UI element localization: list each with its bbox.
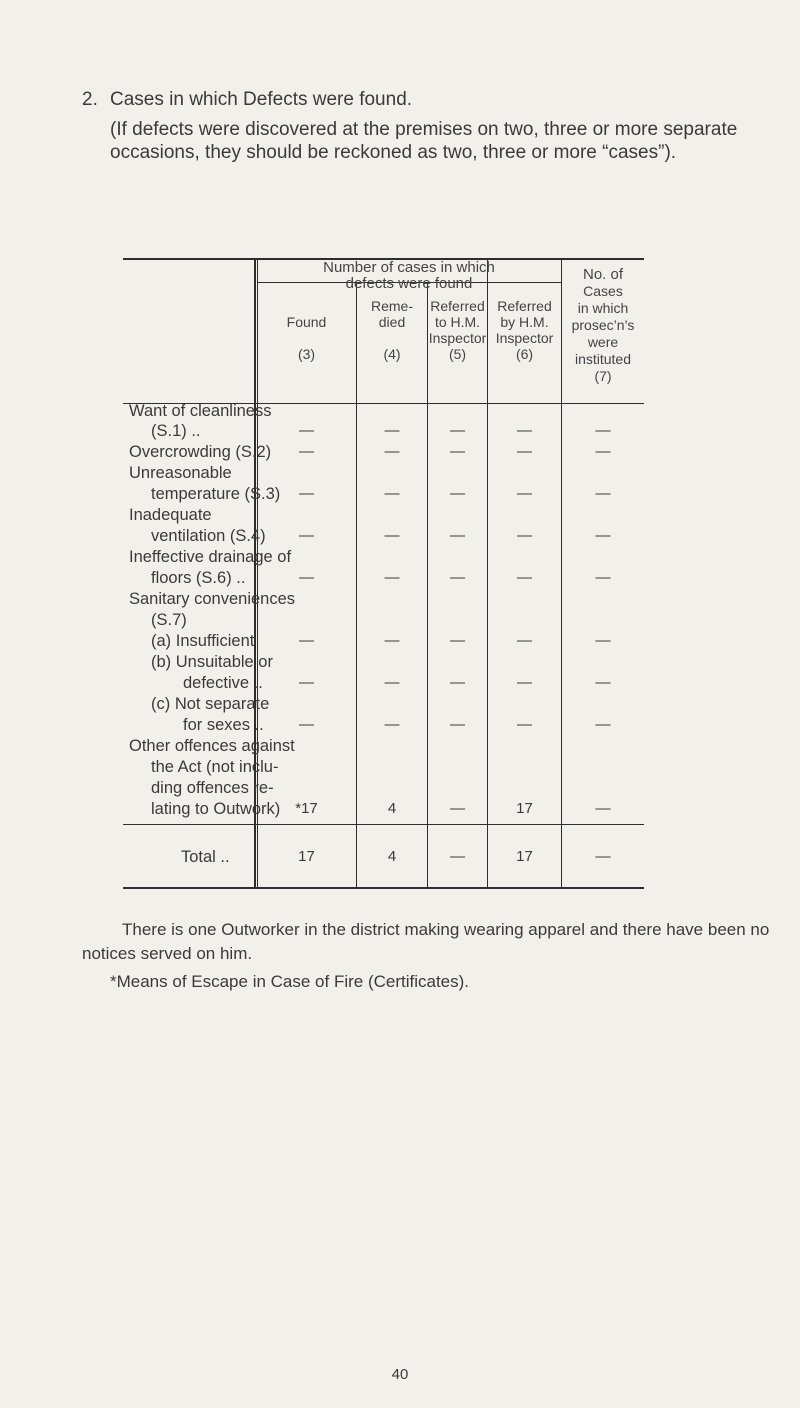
row-label-line: Other offences against xyxy=(129,737,295,755)
col6-header xyxy=(488,298,561,362)
col7-header-line: in which xyxy=(577,300,629,316)
table-cell: — xyxy=(517,632,532,649)
row-label-line: (a) Insufficient xyxy=(151,632,255,650)
col7-header-line: No. of xyxy=(582,266,624,283)
row-label-line: temperature (S.3) xyxy=(151,485,281,503)
table-cell: — xyxy=(299,674,314,691)
total-cell: — xyxy=(595,848,611,865)
table-cell: — xyxy=(517,422,532,439)
table-cell: — xyxy=(517,443,532,460)
col7-header-line: instituted xyxy=(574,351,632,367)
section-note: (If defects were discovered at the premises on two, three or more separate occasions, they should be reckoned as two, three or more “cases”). xyxy=(110,119,738,163)
col5-header-line: Inspector xyxy=(428,330,487,346)
col6-header-line: Inspector xyxy=(495,330,554,346)
col3-header xyxy=(257,314,356,362)
table-cell: — xyxy=(450,422,465,439)
row-label-line: (S.1) .. xyxy=(151,422,201,440)
table-cell: — xyxy=(595,527,611,544)
table-cell: — xyxy=(299,443,314,460)
row-label-line: Inadequate xyxy=(129,506,212,524)
col4-header-line: Reme- xyxy=(370,298,413,314)
table-cell: — xyxy=(517,716,532,733)
total-cell: 17 xyxy=(516,848,533,865)
row-label-line: Want of cleanliness xyxy=(129,402,272,420)
col7-header-line: were xyxy=(587,334,619,350)
table-cell: — xyxy=(595,716,611,733)
col5-header xyxy=(428,298,487,362)
total-cell: 4 xyxy=(387,848,397,865)
col6-header-line: (6) xyxy=(515,346,534,362)
table-cell: — xyxy=(595,485,611,502)
table-cell: — xyxy=(450,485,465,502)
table-cell: — xyxy=(299,422,314,439)
total-rule xyxy=(123,824,644,825)
table-cell: — xyxy=(595,632,611,649)
section-number: 2. xyxy=(82,89,98,110)
col4-header-line xyxy=(357,330,427,346)
row-label-line: ventilation (S.4) xyxy=(151,527,266,545)
row-label-line: the Act (not inclu- xyxy=(151,758,279,776)
col3-header-line: Found xyxy=(286,314,327,330)
table-cell: — xyxy=(517,485,532,502)
table-cell: — xyxy=(450,632,465,649)
row-label-line: (c) Not separate xyxy=(151,695,270,713)
row-label-line: ding offences re- xyxy=(151,779,274,797)
table-cell: — xyxy=(384,485,400,502)
row-label-line: Unreasonable xyxy=(129,464,232,482)
table-cell: — xyxy=(384,632,400,649)
table-cell: — xyxy=(384,716,400,733)
col7-header-line: (7) xyxy=(594,368,612,384)
row-label-line: Overcrowding (S.2) xyxy=(129,443,272,461)
table-cell: — xyxy=(299,527,314,544)
page-number: 40 xyxy=(391,1366,409,1383)
table-cell: — xyxy=(517,569,532,586)
table-cell: — xyxy=(450,800,465,817)
table-cell: — xyxy=(595,674,611,691)
col7-header-line: prosec’n’s xyxy=(571,317,635,333)
footnote-outworker: There is one Outworker in the district making wearing apparel and there have been no notices served on him. xyxy=(82,920,770,963)
table-cell: — xyxy=(299,716,314,733)
row-label-line: for sexes .. xyxy=(183,716,264,734)
table-cell: — xyxy=(299,632,314,649)
table-cell: — xyxy=(450,569,465,586)
table-cell: — xyxy=(595,443,611,460)
table-cell: — xyxy=(384,443,400,460)
total-label: Total .. xyxy=(181,848,230,866)
col5-header-line: (5) xyxy=(448,346,467,362)
table-cell: — xyxy=(595,422,611,439)
col5-header-line: Referred xyxy=(430,298,485,314)
table-cell: — xyxy=(384,674,400,691)
table-cell: 4 xyxy=(387,800,397,817)
table-cell: — xyxy=(450,674,465,691)
group-header-text: Number of cases in which defects were found xyxy=(323,259,495,292)
table-cell: — xyxy=(517,674,532,691)
defects-table xyxy=(123,258,644,889)
section-title: Cases in which Defects were found. xyxy=(110,89,413,110)
col6-header-line: Referred xyxy=(497,298,552,314)
total-cell: — xyxy=(450,848,465,865)
col3-header-line xyxy=(257,330,356,346)
row-label-line: Ineffective drainage of xyxy=(129,548,292,566)
table-cell: — xyxy=(595,569,611,586)
col7-header-line: Cases xyxy=(583,283,623,299)
table-cell: — xyxy=(450,527,465,544)
row-label-line: floors (S.6) .. xyxy=(151,569,246,587)
table-cell: — xyxy=(595,800,611,817)
col4-header-line: died xyxy=(378,314,406,330)
table-cell: — xyxy=(450,716,465,733)
col6-header-line: by H.M. xyxy=(500,314,549,330)
table-cell: — xyxy=(450,443,465,460)
col7-header xyxy=(563,266,643,385)
row-label-line: (S.7) xyxy=(151,611,187,629)
table-cell: *17 xyxy=(295,800,318,817)
footnote-means-of-escape: *Means of Escape in Case of Fire (Certificates). xyxy=(110,972,470,991)
col3-header-line: (3) xyxy=(297,346,316,362)
table-cell: — xyxy=(384,569,400,586)
table-cell: 17 xyxy=(516,800,533,817)
col4-header-line: (4) xyxy=(383,346,401,362)
total-cell: 17 xyxy=(298,848,315,865)
table-cell: — xyxy=(384,422,400,439)
row-label-line: Sanitary conveniences xyxy=(129,590,296,608)
row-label-line: (b) Unsuitable or xyxy=(151,653,273,671)
group-header xyxy=(257,260,561,292)
table-cell: — xyxy=(517,527,532,544)
col4-header xyxy=(357,298,427,362)
table-cell: — xyxy=(299,569,314,586)
table-cell: — xyxy=(384,527,400,544)
row-label-line: lating to Outwork) xyxy=(151,800,281,818)
table-cell: — xyxy=(299,485,314,502)
row-label-line: defective .. xyxy=(183,674,263,692)
col5-header-line: to H.M. xyxy=(434,314,481,330)
